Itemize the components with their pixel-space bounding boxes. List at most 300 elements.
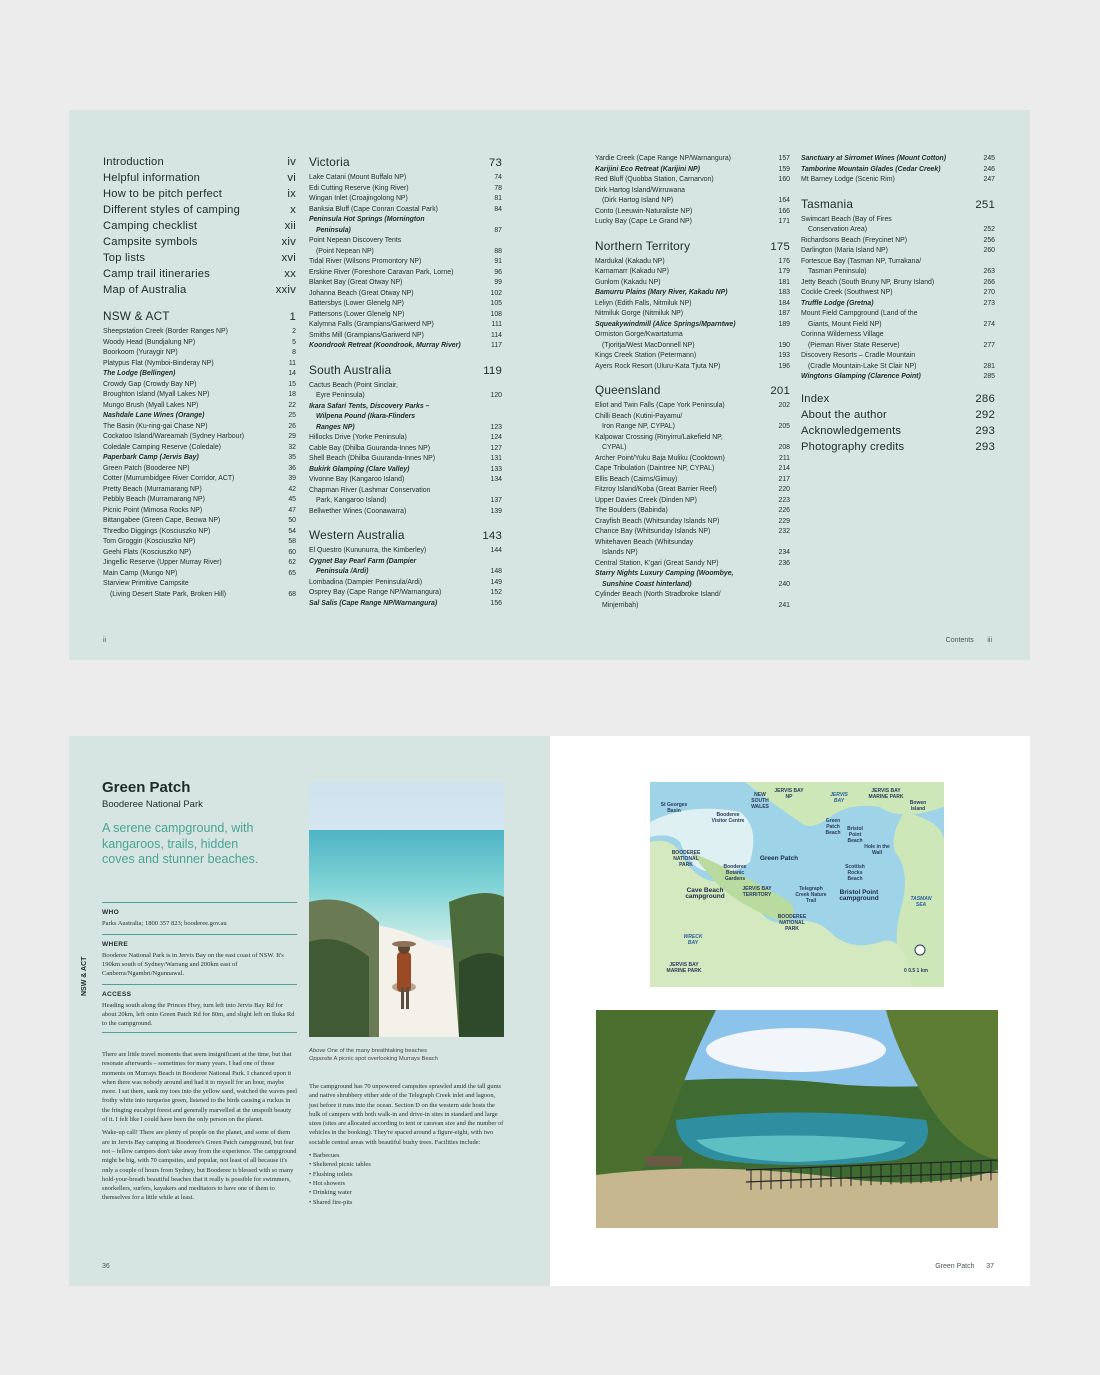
toc-entry-title: Yardie Creek (Cape Range NP/Warnangura) [595,155,731,162]
toc-entry-title: Mardukal (Kakadu NP) [595,257,665,265]
toc-section-title: Victoria [309,155,350,169]
toc-entry-page: 35 [288,454,296,461]
toc-entry [103,380,296,391]
toc-entry-title: Leliyn (Edith Falls, Nitmiluk NP) [595,299,692,307]
toc-entry [309,215,502,236]
toc-entry-page: 36 [288,464,296,472]
toc-entry-page: 187 [778,310,790,317]
info-where-body: Booderee National Park is in Jervis Bay on the east coast of NSW. It's 190km south of Sydney/Warrang and 200km east of Canberra/Ngambri/Ngunnawal. [102,952,284,978]
toc-entry [309,599,502,610]
map-label-st-georges: St Georges Basin [660,802,688,814]
toc-entry-title: Fitzroy Island/Koba (Great Barrier Reef) [595,486,717,493]
toc-entry-title: Hillocks Drive (Yorke Peninsula) [309,434,407,441]
toc-entry [103,422,296,433]
toc-entry-page: 223 [778,496,790,504]
toc-entry-title: Richardsons Beach (Freycinet NP) [801,236,908,244]
article-body-col2 [309,1082,505,1207]
toc-entry-page: 252 [983,226,995,233]
toc-section [103,234,296,250]
toc-entry [801,246,995,257]
toc-entry-page: 179 [778,268,790,275]
toc-entry [801,215,995,236]
toc-entry [595,320,790,331]
toc-entry-title: Jingellic Reserve (Upper Murray River) [103,559,222,566]
folio-left: ii [103,637,107,644]
toc-entry [103,506,296,517]
toc-column-4 [801,154,995,455]
map-label-hole-wall: Hole in the Wall [864,844,890,856]
toc-entry-page: 26 [288,422,296,430]
toc-entry [801,278,995,289]
toc-entry [595,207,790,218]
toc-entry-page: 25 [288,412,296,419]
article-folio-right [935,1263,994,1270]
toc-section-title: Western Australia [309,528,405,542]
toc-entry [309,320,502,331]
article-folio-right-number: 37 [986,1263,994,1270]
info-access-body: Heading south along the Princes Hwy, turn left into Jervis Bay Rd for about 20km, left onto Green Patch Rd for 80m, and slight left on Iluka Rd to the campground. [102,1002,295,1028]
toc-entry [595,309,790,320]
toc-entry-title: Osprey Bay (Cape Range NP/Warnangura) [309,589,442,596]
toc-entry-title: Picnic Point (Mimosa Rocks NP) [103,506,203,514]
toc-entry-title: Kings Creek Station (Petermann) [595,352,697,359]
facility-item: • Barbecues [309,1151,505,1160]
toc-entry-title: Paperbark Camp (Jervis Bay) [103,454,199,461]
toc-entry-title: Pretty Beach (Murramarang NP) [103,485,202,493]
toc-entry [595,464,790,475]
toc-entry-page: 189 [778,320,790,328]
toc-entry-page: 241 [778,601,790,609]
toc-entry-title: Cotter (Murrumbidgee River Corridor, ACT) [103,475,235,482]
toc-entry [103,327,296,338]
toc-entry-title: Jetty Beach (South Bruny NP, Bruny Island) [801,278,935,286]
map-graphic [650,782,944,987]
toc-entry-title: Squeakywindmill (Alice Springs/Mparntwe) [595,320,736,328]
toc-entry-page: 124 [490,434,502,441]
toc-entry-title: Pebbly Beach (Murramarang NP) [103,496,205,503]
toc-entry [309,557,502,578]
toc-entry-title: Kalpowar Crossing (Rinyirru/Lakefield NP, CYPAL) [595,433,723,451]
toc-entry [103,359,296,370]
map-label-wreck: WRECK BAY [683,934,703,946]
toc-entry-title: Ikara Safari Tents, Discovery Parks – Wilpena Pound (Ikara-Flinders Ranges NP) [309,402,430,431]
toc-entry [309,507,502,518]
toc-entry-title: Koondrook Retreat (Koondrook, Murray River) [309,342,461,349]
toc-entry [309,402,502,434]
toc-column-3 [595,154,790,611]
toc-entry-page: 18 [288,391,296,398]
toc-entry-title: Boorkoom (Yuraygir NP) [103,349,178,356]
toc-entry-page: 131 [490,455,502,462]
toc-section-page: x [290,204,296,216]
toc-entry [309,205,502,216]
info-who-body: Parks Australia; 1800 357 823; booderee.gov.au [102,920,227,927]
toc-entry-page: 74 [494,174,502,181]
map-label-jbmp2: JERVIS BAY MARINE PARK [666,962,702,974]
toc-entry-page: 217 [778,475,790,483]
toc-entry [103,338,296,349]
toc-entry [595,559,790,570]
toc-section-page: 293 [975,440,995,453]
map-label-gardens: Booderee Botanic Gardens [723,864,747,882]
toc-entry-title: Red Bluff (Quobba Station, Carnarvon) [595,176,714,183]
toc-entry-page: 99 [494,279,502,286]
toc-entry-page: 65 [288,569,296,577]
toc-column-2 [309,154,502,609]
toc-entry-title: Vivonne Bay (Kangaroo Island) [309,476,405,483]
toc-entry-page: 108 [490,310,502,318]
article-folio-right-label: Green Patch [935,1263,975,1270]
toc-entry-page: 214 [778,465,790,472]
toc-entry [801,175,995,186]
toc-entry [103,548,296,559]
info-who [102,902,297,928]
toc-section [103,218,296,234]
toc-entry-page: 220 [778,486,790,493]
toc-entry-title: Chapman River (Lashmar Conservation Park, Kangaroo Island) [309,486,431,504]
toc-entry-title: Tamborine Mountain Glades (Cedar Creek) [801,165,941,173]
toc-entry-title: Peninsula Hot Springs (Mornington Peninsula) [309,216,425,234]
toc-entry-page: 137 [490,497,502,504]
toc-entry-page: 277 [983,341,995,349]
toc-entry [801,351,995,372]
toc-section [801,439,995,455]
toc-entry-page: 281 [983,362,995,370]
toc-entry-title: El Questro (Kununurra, the Kimberley) [309,547,427,554]
toc-entry-title: Edi Cutting Reserve (King River) [309,184,409,192]
toc-entry-page: 14 [288,370,296,377]
toc-entry-title: Main Camp (Mungo NP) [103,569,178,577]
toc-entry-page: 123 [490,423,502,431]
toc-entry [595,165,790,176]
contents-spread [69,110,1030,660]
toc-section [309,527,502,544]
toc-entry-title: Upper Davies Creek (Dinden NP) [595,496,697,504]
toc-section-title: Photography credits [801,440,905,453]
toc-entry-page: 50 [288,517,296,524]
toc-section [103,308,296,325]
toc-entry-title: Starry Nights Luxury Camping (Woombye, Sunshine Coast hinterland) [595,570,734,588]
article-right-page [550,736,1030,1286]
info-who-heading: WHO [102,909,120,916]
toc-entry [309,475,502,486]
toc-section-page: 251 [975,198,995,211]
toc-entry-page: 78 [494,184,502,192]
toc-section-title: Queensland [595,383,661,397]
toc-entry-page: 236 [778,559,790,567]
toc-entry-title: Darlington (Maria Island NP) [801,247,888,254]
toc-entry [595,412,790,433]
toc-entry-title: Thredbo Diggings (Kosciuszko NP) [103,527,211,535]
toc-entry [309,444,502,455]
toc-entry-page: 58 [288,538,296,545]
toc-entry-page: 45 [288,496,296,503]
map-label-jbmp: JERVIS BAY MARINE PARK [868,788,904,800]
toc-entry-page: 42 [288,485,296,493]
paragraph-3: The campground has 70 unpowered campsites sprawled amid the tall gums and native shrubbery either side of the Telegraph Creek inlet and lagoon, just before it runs into the ocean. Section D on the western side hosts the bulk of campers with both walk-in and drive-in sites in standard and large sizes (sites are allocated according to tent or caravan size and the number of vehicles in the booking). They're spaced around a figure-eight, with two sociable central areas with beautiful bushy trees. Facilities include: [309,1083,504,1146]
toc-entry-page: 183 [778,289,790,296]
toc-entry-page: 247 [983,176,995,183]
toc-entry [801,236,995,247]
toc-section-title: Index [801,392,830,405]
toc-entry-page: 202 [778,402,790,409]
toc-entry-title: Cylinder Beach (North Stradbroke Island/ Minjerribah) [595,591,721,609]
lagoon-photo [596,1010,998,1228]
toc-entry-title: Sanctuary at Sirromet Wines (Mount Cotton) [801,155,947,162]
toc-entry-title: Eliot and Twin Falls (Cape York Peninsula) [595,402,725,409]
toc-entry-page: 47 [288,506,296,514]
toc-entry-title: Cable Bay (Dhilba Guuranda-Innes NP) [309,444,431,452]
facilities-list [309,1151,505,1207]
toc-entry-page: 54 [288,527,296,535]
lagoon-photo-image [596,1010,998,1228]
toc-entry [595,454,790,465]
beach-photo-image [309,782,504,1037]
toc-entry-title: Chance Bay (Whitsunday Islands NP) [595,528,711,535]
toc-entry [309,278,502,289]
toc-entry-title: Mount Field Campground (Land of the Giants, Mount Field NP) [801,310,918,328]
toc-section [103,170,296,186]
toc-entry [103,527,296,538]
toc-entry-title: Swimcart Beach (Bay of Fires Conservation Area) [801,215,892,233]
toc-entry-page: 144 [490,547,502,554]
info-access [102,984,297,1029]
toc-entry [801,288,995,299]
toc-entry [103,485,296,496]
toc-section-page: 286 [975,392,995,405]
map-label-jervis-bay: JERVIS BAY [830,792,848,804]
toc-entry [309,289,502,300]
toc-entry [595,217,790,228]
toc-entry [309,381,502,402]
toc-section [595,382,790,399]
toc-entry [309,236,502,257]
paragraph-1: There are little travel moments that seem insignificant at the time, but that resonate afterwards – sometimes for many years. I had one of those moments on Murrays Beach in Booderee National Park. I chanced upon it when there was nobody around and had it to myself for an hour, maybe more. I sat there, sank my toes into the yellow sand, watched the waves peel frothy white into turquoise green, listened to the birds causing a ruckus in the fringing eucalypt forest and generally marvelled at the unspoilt beauty of it. I felt like I could have been the only person on the planet. [102,1051,298,1124]
article-title: Green Patch [102,779,191,796]
toc-entry [103,495,296,506]
toc-section [309,154,502,171]
toc-section-title: Introduction [103,156,164,168]
toc-entry-title: Bellwether Wines (Coonawarra) [309,507,407,515]
toc-section-page: xxiv [275,284,296,296]
facility-item: • Drinking water [309,1188,505,1197]
toc-section-page: xx [284,268,296,280]
toc-section-page: 119 [483,364,502,377]
toc-entry-title: Nashdale Lane Wines (Orange) [103,412,205,419]
toc-entry-page: 232 [778,528,790,535]
toc-section [595,238,790,255]
toc-section [801,196,995,213]
map-scale: 0 0.5 1 km [904,968,928,974]
toc-entry-page: 68 [288,590,296,598]
article-body-col1 [102,1050,298,1207]
toc-entry-title: Archer Point/Yuku Baja Muliku (Cooktown) [595,454,725,462]
toc-entry-title: Cactus Beach (Point Sinclair, Eyre Peninsula) [309,381,398,399]
toc-entry-title: Lucky Bay (Cape Le Grand NP) [595,218,692,225]
info-divider [102,1032,297,1033]
toc-section-title: Map of Australia [103,284,187,296]
toc-entry-page: 256 [983,236,995,244]
facility-item: • Sheltered picnic tables [309,1160,505,1169]
toc-entry [309,299,502,310]
toc-entry [103,569,296,580]
toc-section-page: 292 [975,408,995,421]
caption-opposite: Opposite A picnic spot overlooking Murrays Beach [309,1056,438,1062]
toc-entry-page: 152 [490,589,502,596]
location-map [650,782,944,987]
toc-entry-title: Bukirk Glamping (Clare Valley) [309,465,410,473]
toc-entry [103,464,296,475]
toc-entry-page: 96 [494,268,502,276]
toc-entry [595,569,790,590]
toc-entry-page: 149 [490,578,502,586]
toc-entry-page: 8 [292,349,296,356]
toc-entry-title: Ormiston Gorge/Kwartatuma (Tjoritja/West MacDonnell NP) [595,331,695,349]
toc-entry [309,465,502,476]
toc-entry-title: Sheepstation Creek (Border Ranges NP) [103,328,228,335]
toc-entry-page: 117 [491,342,502,349]
toc-section [103,186,296,202]
toc-entry-title: Banksia Bluff (Cape Conran Coastal Park) [309,205,438,213]
toc-entry-page: 266 [983,278,995,286]
toc-entry-page: 260 [983,247,995,254]
toc-entry-page: 139 [490,507,502,515]
toc-entry-title: Dirk Hartog Island/Wirruwana (Dirk Hartog Island NP) [595,186,685,204]
toc-entry-page: 134 [490,476,502,483]
toc-entry [103,537,296,548]
article-subtitle: Booderee National Park [102,799,203,810]
toc-entry-title: Ellis Beach (Cairns/Gimuy) [595,475,678,483]
toc-entry [309,184,502,195]
toc-entry [103,516,296,527]
toc-entry-title: Cygnet Bay Pearl Farm (Dampier Peninsula /Ardi) [309,557,417,575]
toc-entry [595,267,790,278]
toc-entry-title: Gunlom (Kakadu NP) [595,278,661,286]
toc-entry-title: Tom Groggin (Kosciuszko NP) [103,538,196,545]
toc-entry-title: Lombadina (Dampier Peninsula/Ardi) [309,578,422,586]
toc-entry-page: 240 [778,580,790,588]
toc-section-page: iv [287,156,296,168]
toc-section [103,154,296,170]
beach-photo [309,782,504,1037]
toc-entry [103,579,296,600]
toc-entry [595,433,790,454]
map-label-jbt: JERVIS BAY TERRITORY [742,886,772,898]
toc-entry [801,330,995,351]
toc-entry [801,309,995,330]
toc-section-title: Camping checklist [103,220,198,232]
toc-section-page: xii [284,220,296,232]
toc-entry [103,401,296,412]
toc-entry-page: 91 [494,258,502,265]
toc-entry-title: Woody Head (Bundjalung NP) [103,338,196,346]
map-label-green-patch-beach: Green Patch Beach [825,818,841,836]
toc-entry-title: Pattersons (Lower Glenelg NP) [309,310,405,318]
toc-entry [595,506,790,517]
toc-entry-title: Geehi Flats (Kosciuszko NP) [103,548,192,556]
toc-entry-page: 102 [490,289,502,297]
toc-entry-title: Karnamarr (Kakadu NP) [595,268,669,275]
toc-entry-page: 196 [778,362,790,370]
caption-above: Above One of the many breathtaking beaches [309,1048,427,1054]
toc-section-title: How to be pitch perfect [103,188,223,200]
toc-entry-page: 246 [983,165,995,173]
toc-section-page: 143 [482,530,502,542]
toc-entry [595,475,790,486]
map-label-green-patch: Green Patch [759,855,799,862]
map-label-bristol-camp: Bristol Point campground [839,889,879,902]
toc-section-title: Top lists [103,252,146,264]
map-label-bnp: BOODEREE NATIONAL PARK [671,850,701,868]
toc-entry-page: 211 [779,454,790,462]
toc-entry-title: Ayers Rock Resort (Uluru-Kata Tjuta NP) [595,362,721,370]
toc-entry [103,411,296,422]
toc-section-page: ix [287,188,296,200]
toc-entry-title: Wingan Inlet (Croajingolong NP) [309,195,408,202]
toc-section [103,250,296,266]
facility-item: • Flushing toilets [309,1170,505,1179]
toc-entry [595,330,790,351]
toc-entry [595,299,790,310]
toc-entry [595,538,790,559]
toc-entry-title: Starview Primitive Campsite (Living Desert State Park, Broken Hill) [103,580,227,598]
map-label-bowen: Bowen Island [909,800,927,812]
toc-entry-page: 60 [288,548,296,556]
toc-entry [103,443,296,454]
toc-entry-title: Platypus Flat (Nymboi-Binderay NP) [103,359,214,367]
toc-entry-page: 15 [288,380,296,388]
toc-section-title: Northern Territory [595,238,691,253]
toc-entry-page: 11 [288,359,296,367]
toc-section-page: xvi [281,252,296,264]
toc-entry-page: 190 [778,341,790,349]
toc-entry-title: Cockle Creek (Southwest NP) [801,289,893,296]
toc-entry-page: 226 [778,507,790,514]
toc-entry-title: Broughton Island (Myall Lakes NP) [103,391,210,398]
toc-section-title: Tasmania [801,196,854,211]
toc-entry-page: 176 [778,257,790,265]
toc-entry-page: 133 [490,465,502,473]
toc-entry-title: Mt Barney Lodge (Scenic Rim) [801,176,895,183]
toc-entry-page: 120 [490,392,502,399]
toc-entry [309,341,502,352]
toc-entry-title: Chilli Beach (Kutini-Payamu/ Iron Range NP, CYPAL) [595,412,683,430]
toc-entry-page: 29 [288,433,296,440]
toc-section-page: 201 [770,385,790,397]
map-label-bristol-beach: Bristol Point Beach [847,826,863,844]
toc-entry-page: 270 [983,289,995,296]
toc-entry [595,154,790,165]
toc-entry-page: 193 [778,352,790,359]
section-side-label: NSW & ACT [81,956,88,996]
toc-entry-page: 81 [494,195,502,202]
toc-entry-title: Cape Tribulation (Daintree NP, CYPAL) [595,465,715,472]
toc-entry [103,432,296,443]
toc-entry-title: Kalymna Falls (Grampians/Gariwerd NP) [309,321,434,328]
folio-right-number: iii [987,637,992,644]
toc-section-title: About the author [801,408,887,421]
toc-entry [595,496,790,507]
map-label-visitor: Booderee Visitor Centre [711,812,745,824]
map-label-scottish: Scottish Rocks Beach [845,864,865,882]
toc-entry-page: 148 [490,568,502,575]
toc-spacer [801,383,995,391]
toc-entry-page: 205 [778,423,790,430]
toc-entry-title: Johanna Beach (Great Otway NP) [309,289,414,297]
map-label-nsw: NEW SOUTH WALES [751,792,769,810]
toc-entry [595,257,790,268]
toc-entry [595,351,790,362]
